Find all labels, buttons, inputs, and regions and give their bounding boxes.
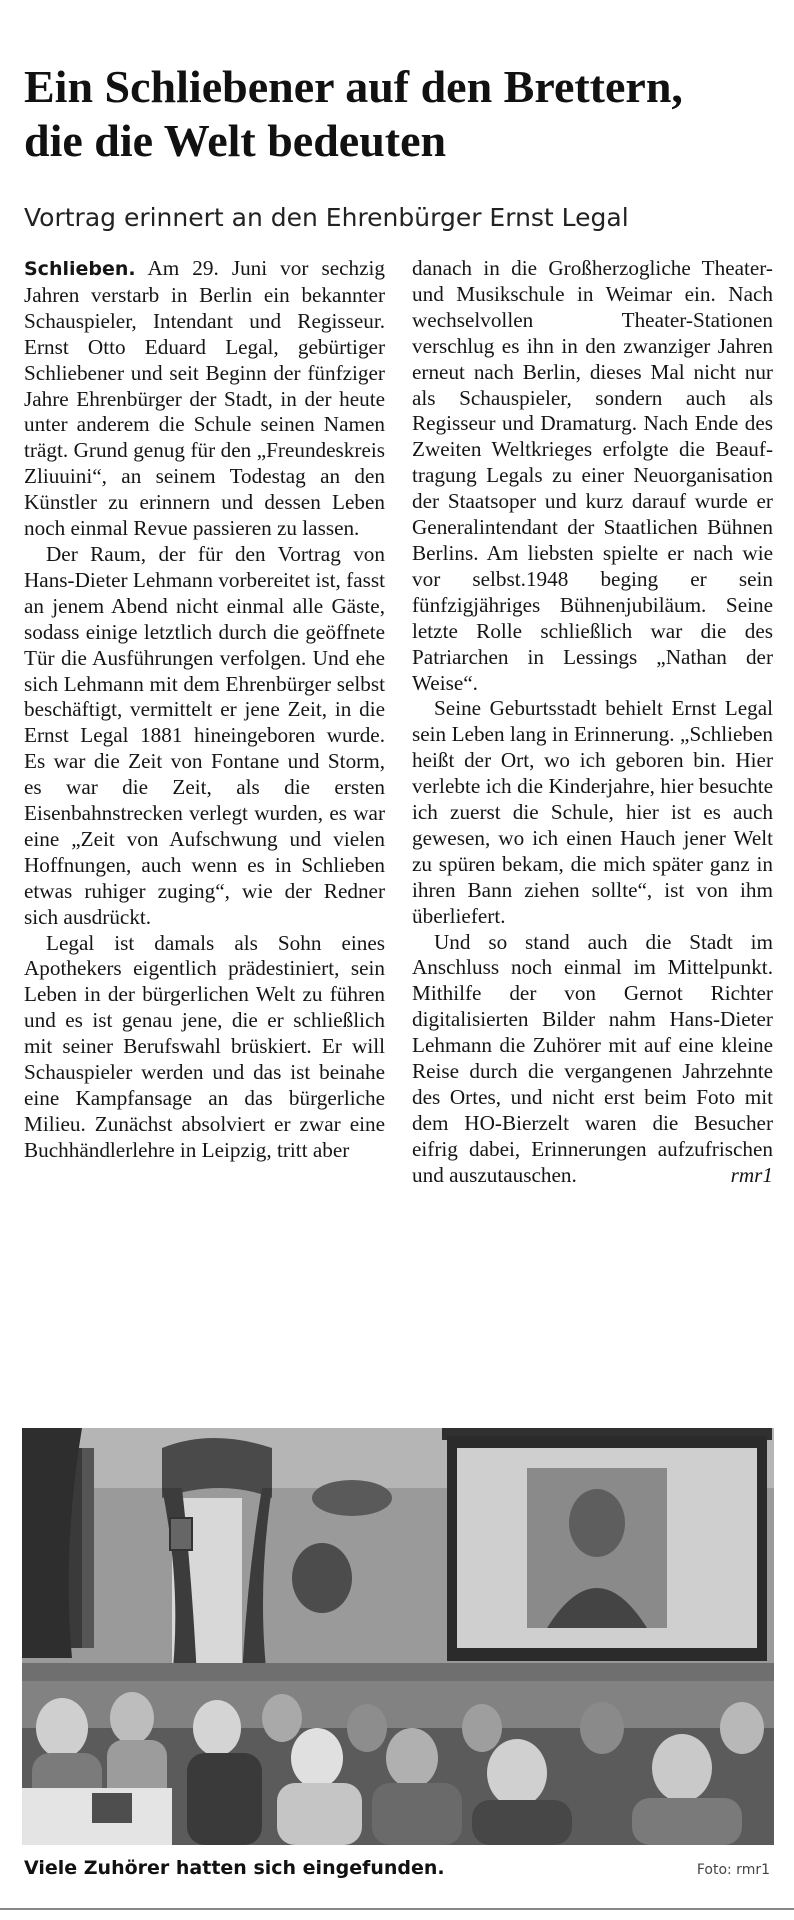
paragraph	[24, 256, 385, 542]
author-initials: rmr1	[730, 1162, 773, 1187]
paragraph-text: Am 29. Juni vor sechzig Jahren verstarb in Berlin ein bekannter Schauspieler, Intendant und Regisseur. Ernst Otto Eduard Legal, gebürtiger Schliebener und seit Beginn der fünfziger Jahre Ehrenbürger der Stadt, in der heute unter anderem die Schule seinen Namen trägt. Grund genug für den „Freundeskreis Zliuuini“, an seinem Todestag an den Künstler zu erinnern und dessen Leben noch einmal Revue passieren zu lassen.	[24, 256, 385, 541]
paragraph-text: Und so stand auch die Stadt im Anschluss noch einmal im Mittelpunkt. Mithilfe der von Gernot Richter digitalisierten Bilder nahm Hans-Dieter Lehmann die Zuhörer mit auf eine kleine Reise durch die vergangenen Jahrzehnte des Ortes, und nicht erst beim Foto mit dem HO-Bierzelt waren die Besucher eifrig dabei, Erinnerungen aufzufrischen und auszutauschen.	[412, 929, 773, 1187]
article-photo	[22, 1428, 774, 1845]
headline-line-2: die die Welt bedeuten	[24, 115, 447, 166]
headline-line-1: Ein Schliebener auf den Brettern,	[24, 61, 683, 112]
paragraph: Der Raum, der für den Vortrag von Hans-Dieter Lehmann vorbereitet ist, fasst an jenem Abend nicht einmal alle Gäste, sodass einige letztlich durch die geöffnete Tür die Ausführungen verfolgen. Und ehe sich Lehmann mit dem Ehrenbürger selbst beschäftigt, vermittelt er jene Zeit, in die Ernst Legal 1881 hineingeboren wurde. Es war die Zeit von Fontane und Storm, es war die Zeit, als die ersten Eisenbahnstrecken verlegt wurden, es war eine „Zeit von Aufschwung und vielen Hoffnungen, auch wenn es in Schlieben etwas ruhiger zuging“, wie der Redner sich ausdrückt.	[24, 541, 385, 929]
dateline: Schlieben.	[24, 258, 136, 280]
paragraph: Legal ist damals als Sohn eines Apothekers eigentlich prädestiniert, sein Leben in der bürgerlichen Welt zu führen und es ist genau jene, die er schließlich mit seiner Berufswahl brüskiert. Er will Schauspieler werden und das ist beinahe eine Kampfansage an das bürgerliche Milieu. Zunächst absolviert er zwar eine Buchhändlerlehre in Leipzig, tritt aber	[24, 930, 385, 1162]
subheadline: Vortrag erinnert an den Ehrenbürger Ernst Legal	[24, 203, 629, 232]
headline	[24, 60, 774, 168]
paragraph	[412, 930, 773, 1189]
article-column-left	[24, 256, 385, 1164]
paragraph: Seine Geburtsstadt behielt Ernst Legal sein Leben lang in Erinnerung. „Schlieben heißt der Ort, wo ich geboren bin. Hier verlebte ich die Kinderjahre, hier besuchte ich zuerst die Schule, hier ist es auch gewesen, wo ich einen Hauch jener Welt zu spüren bekam, die mich später ganz in ihren Bann ziehen sollte“, ist von ihm überliefert.	[412, 696, 773, 928]
article-column-right	[412, 256, 773, 1189]
photo-credit: Foto: rmr1	[696, 1862, 770, 1878]
photo-caption: Viele Zuhörer hatten sich eingefunden.	[24, 1857, 445, 1879]
bottom-divider	[0, 1908, 794, 1910]
photo-illustration	[22, 1428, 774, 1845]
paragraph: danach in die Großherzogliche Theater- und Musikschule in Weimar ein. Nach wechselvollen Theater-Stationen verschlug es ihn in den zwanziger Jahren erneut nach Berlin, dieses Mal nicht nur als Schauspieler, sondern auch als Regisseur und Dramaturg. Nach Ende des Zweiten Weltkrieges erfolgte die Beauftragung Legals zu einer Neuorganisation der Staatsoper und kurz darauf wurde er Generalintendant der Staatlichen Bühnen Berlins. Am liebsten spielte er nach wie vor selbst.1948 beging er sein fünfzigjähriges Bühnenjubiläum. Seine letzte Rolle schließlich war die des Patriarchen in Lessings „Nathan der Weise“.	[412, 256, 773, 695]
